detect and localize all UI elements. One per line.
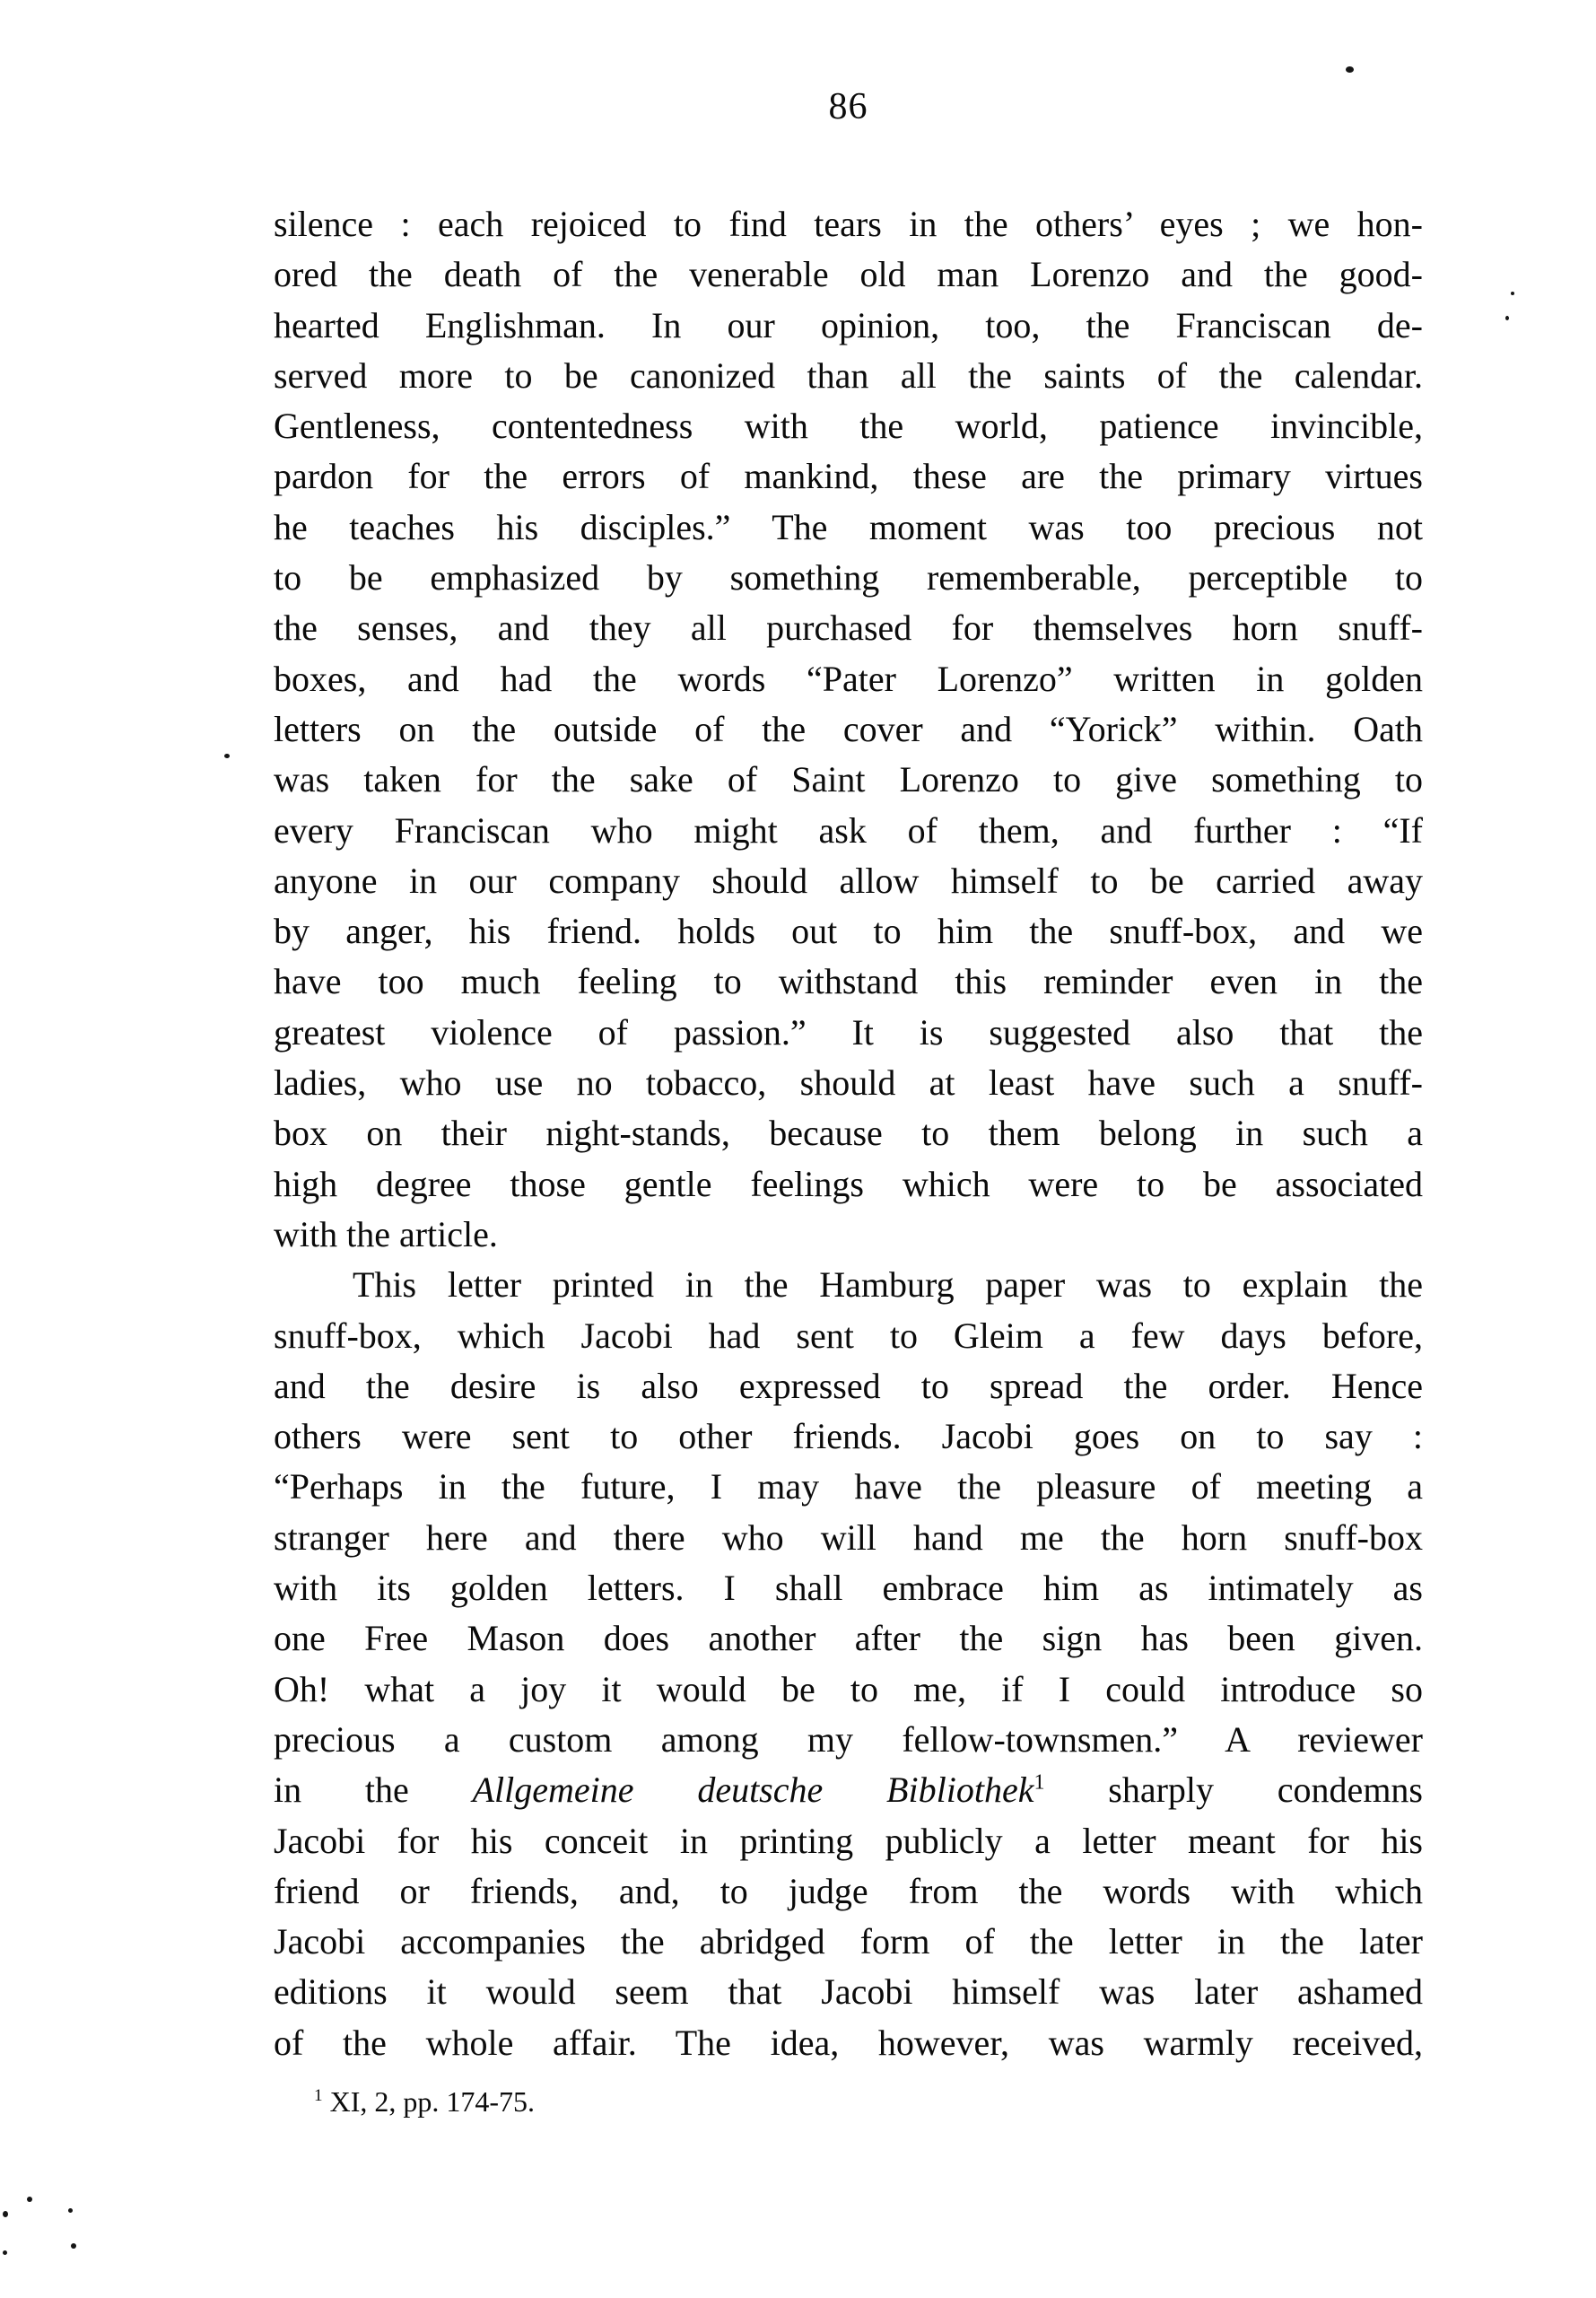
text-line: others were sent to other friends. Jacobi goes on to say : bbox=[274, 1416, 1423, 1457]
text-line: Jacobi accompanies the abridged form of the letter in the later bbox=[274, 1921, 1423, 1962]
text-line: friend or friends, and, to judge from the words with which bbox=[274, 1870, 1423, 1911]
text-segment: in the bbox=[274, 1769, 473, 1811]
text-line: “Perhaps in the future, I may have the pleasure of meeting a bbox=[274, 1466, 1423, 1507]
text-line: he teaches his disciples.” The moment was too precious not bbox=[274, 506, 1423, 547]
scan-speckle bbox=[1505, 316, 1509, 320]
scan-speckle bbox=[224, 754, 230, 758]
text-line: hearted Englishman. In our opinion, too, the Franciscan de- bbox=[274, 304, 1423, 345]
scan-speckle bbox=[1511, 292, 1514, 295]
text-line: pardon for the errors of mankind, these are the primary virtues bbox=[274, 456, 1423, 497]
footnote bbox=[314, 2084, 535, 2119]
scan-speckle bbox=[68, 2208, 73, 2213]
text-line: Gentleness, contentedness with the world, patience invincible, bbox=[274, 406, 1423, 447]
text-line: Jacobi for his conceit in printing publicly a letter meant for his bbox=[274, 1820, 1423, 1861]
text-line: Oh! what a joy it would be to me, if I could introduce so bbox=[274, 1668, 1423, 1709]
text-line: ored the death of the venerable old man Lorenzo and the good- bbox=[274, 254, 1423, 295]
footnote-marker: 1 bbox=[314, 2086, 323, 2106]
scan-speckle bbox=[1346, 66, 1354, 73]
text-line: was taken for the sake of Saint Lorenzo to give something to bbox=[274, 759, 1423, 800]
paragraph bbox=[274, 199, 1423, 1260]
text-line: the senses, and they all purchased for themselves horn snuff- bbox=[274, 607, 1423, 649]
text-line: ladies, who use no tobacco, should at least have such a snuff- bbox=[274, 1062, 1423, 1104]
text-line: anyone in our company should allow himself to be carried away bbox=[274, 860, 1423, 901]
page-number: 86 bbox=[828, 86, 868, 127]
text-line: This letter printed in the Hamburg paper was to explain the bbox=[353, 1264, 1423, 1306]
text-segment: sharply condemns bbox=[1044, 1769, 1423, 1811]
text-line: high degree those gentle feelings which were to be associated bbox=[274, 1163, 1423, 1204]
text-line: one Free Mason does another after the sign has been given. bbox=[274, 1618, 1423, 1659]
scan-speckle bbox=[27, 2197, 32, 2202]
text-line: stranger here and there who will hand me the horn snuff-box bbox=[274, 1516, 1423, 1558]
scan-speckle bbox=[71, 2243, 76, 2249]
text-line: snuff-box, which Jacobi had sent to Gleim a few days before, bbox=[274, 1315, 1423, 1356]
text-line: silence : each rejoiced to find tears in the others’ eyes ; we hon- bbox=[274, 204, 1423, 244]
text-line: and the desire is also expressed to spread the order. Hence bbox=[274, 1365, 1423, 1406]
text-line: precious a custom among my fellow-townsmen.” A reviewer bbox=[274, 1718, 1423, 1760]
text-line: greatest violence of passion.” It is suggested also that the bbox=[274, 1011, 1423, 1053]
text-line: of the whole affair. The idea, however, was warmly received, bbox=[274, 2022, 1423, 2063]
paragraph bbox=[274, 1260, 1423, 2068]
body-text bbox=[274, 199, 1423, 2068]
text-line: by anger, his friend. holds out to him the snuff-box, and we bbox=[274, 911, 1423, 952]
text-line: letters on the outside of the cover and “Yorick” within. Oath bbox=[274, 708, 1423, 749]
italic-title: Allgemeine deutsche Bibliothek bbox=[472, 1769, 1034, 1811]
scan-speckle bbox=[3, 2211, 8, 2217]
text-line: boxes, and had the words “Pater Lorenzo” written in golden bbox=[274, 658, 1423, 699]
text-line: served more to be canonized than all the saints of the calendar. bbox=[274, 354, 1423, 396]
scan-speckle bbox=[3, 2250, 7, 2255]
text-line: to be emphasized by something rememberable, perceptible to bbox=[274, 557, 1423, 599]
footnote-reference: 1 bbox=[1033, 1770, 1045, 1795]
text-line: box on their night-stands, because to them belong in such a bbox=[274, 1113, 1423, 1154]
text-line: with its golden letters. I shall embrace him as intimately as bbox=[274, 1568, 1423, 1609]
text-line: editions it would seem that Jacobi himself was later ashamed bbox=[274, 1971, 1423, 2013]
text-line: with the article. bbox=[274, 1213, 498, 1254]
text-line bbox=[274, 1765, 1423, 1815]
text-line: have too much feeling to withstand this reminder even in the bbox=[274, 961, 1423, 1002]
text-line: every Franciscan who might ask of them, and further : “If bbox=[274, 809, 1423, 851]
footnote-text: XI, 2, pp. 174-75. bbox=[329, 2085, 536, 2118]
